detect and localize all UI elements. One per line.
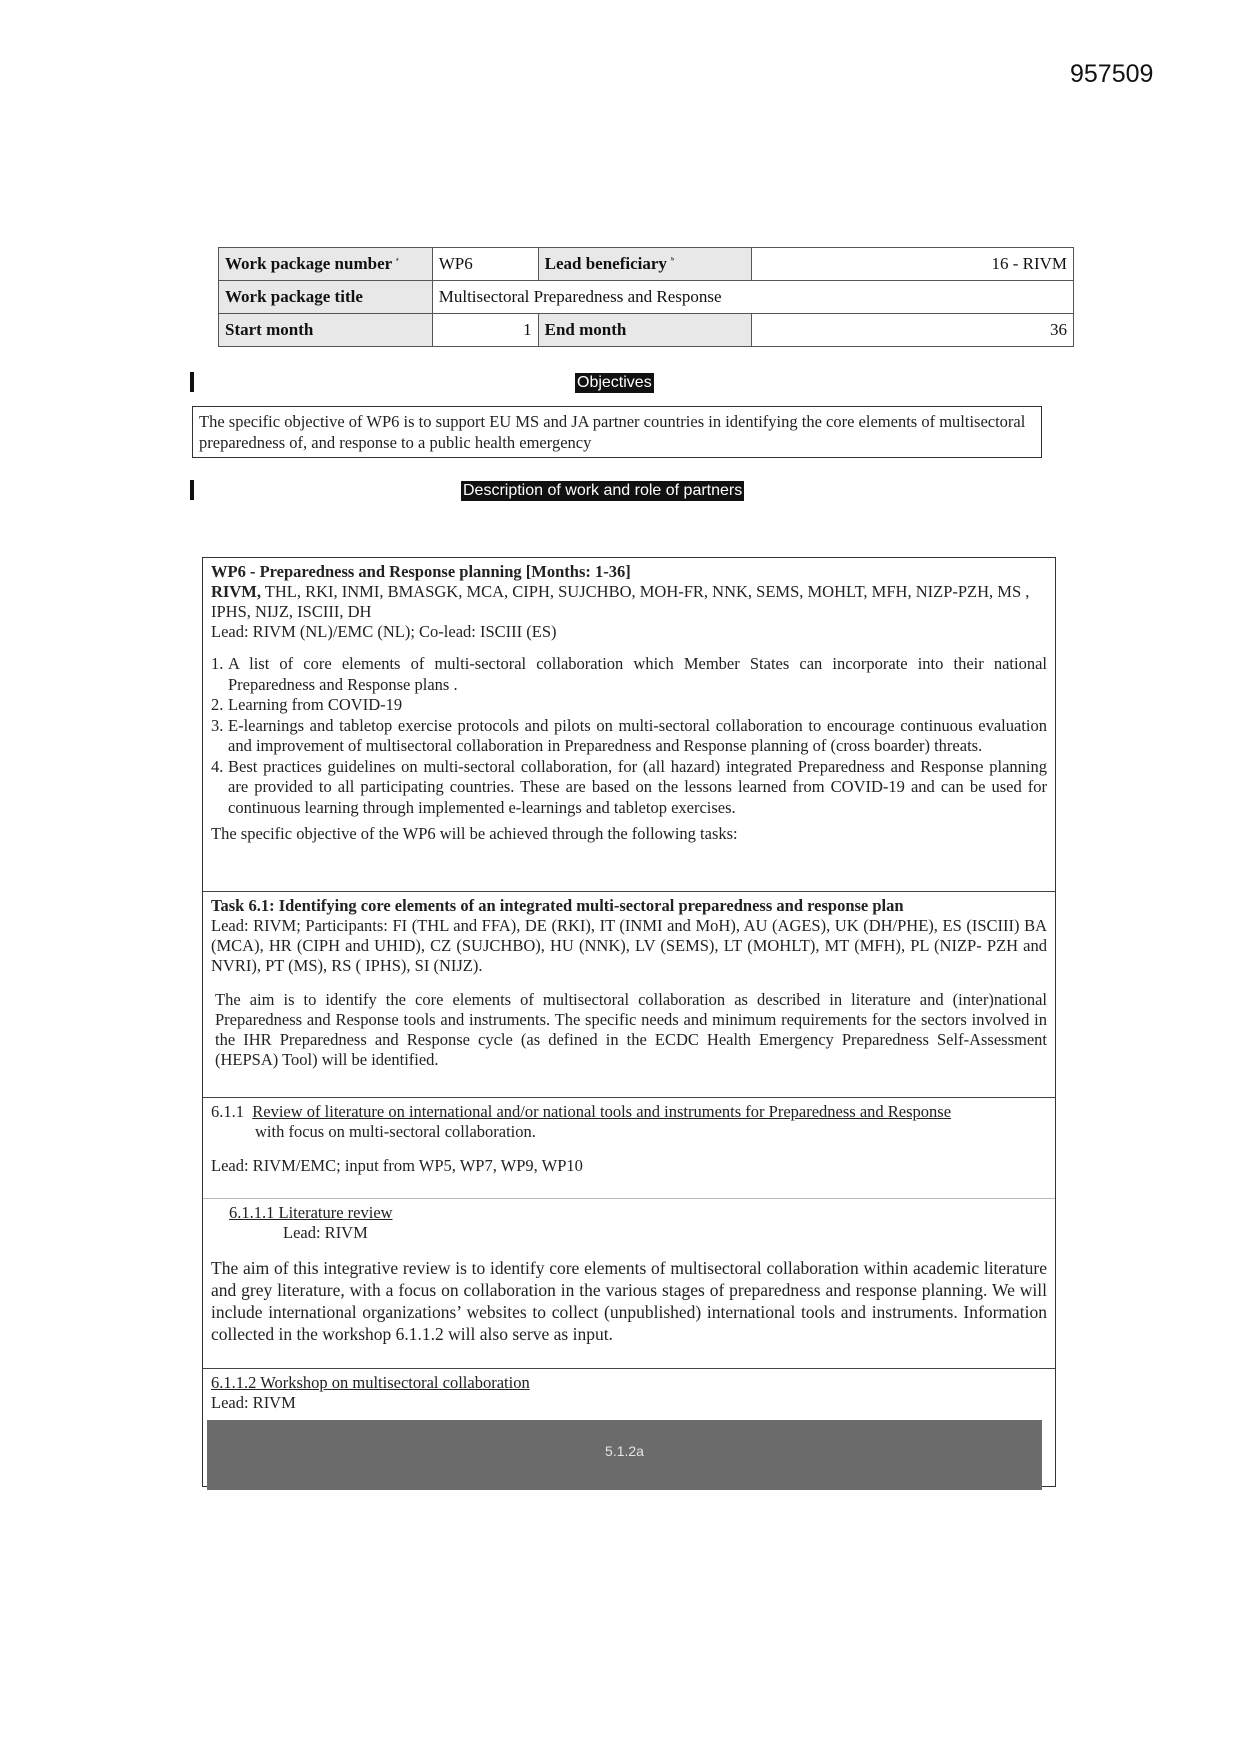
work-description-box: [202, 557, 1056, 1487]
list-item: 2. Learning from COVID-19: [211, 695, 403, 714]
table-row: [219, 281, 1074, 314]
footnote-mark: ᵃ: [396, 255, 399, 265]
wp6-tasks-intro: The specific objective of the WP6 will be achieved through the following tasks:: [211, 824, 738, 843]
lead-beneficiary-value: 16 - RIVM: [752, 248, 1074, 281]
start-month-label: Start month: [219, 314, 433, 347]
start-month-value: 1: [432, 314, 538, 347]
list-item: 3. E-learnings and tabletop exercise protocols and pilots on multi-sectoral collaboration to encourage continuous evaluation and improvement of multisectoral collaboration in Preparedness and Response planning of (cross boarder) threats.: [211, 715, 1047, 755]
wp6-partners: [211, 582, 1047, 622]
subtask-6-1-1-2-section: [203, 1369, 1055, 1419]
end-month-value: 36: [752, 314, 1074, 347]
document-id: 957509: [1070, 60, 1154, 88]
subtask-6-1-1-lead: Lead: RIVM/EMC; input from WP5, WP7, WP9, WP10: [211, 1156, 583, 1175]
subtask-6-1-1-1-title: 6.1.1.1 Literature review: [229, 1203, 393, 1222]
lead-beneficiary-label: Lead beneficiary: [544, 254, 667, 273]
objectives-heading: Objectives: [577, 374, 652, 391]
list-item: 4. Best practices guidelines on multi-sectoral collaboration, for (all hazard) integrated Preparedness and Response planning are provided to all participating countries. These are based on the lessons learned from COVID-19 and can be used for continuous learning through implemented e-learnings and tabletop exercises.: [211, 756, 1047, 817]
wp6-overview-section: [203, 558, 1055, 892]
subtask-6-1-1-1-lead: Lead: RIVM: [283, 1223, 368, 1242]
subtask-title: Review of literature on international and/or national tools and instruments for Preparedness and Response: [252, 1102, 952, 1121]
table-row: [219, 314, 1074, 347]
subtask-6-1-1-2-lead: Lead: RIVM: [211, 1393, 296, 1412]
subtask-6-1-1-1-text: The aim of this integrative review is to identify core elements of multisectoral collaboration within academic literature and grey literature, with a focus on collaboration in the various stages of preparedness and response planning. We will include international organizations’ websites to collect (unpublished) international tools and instruments. Information collected in the workshop 6.1.1.2 will also serve as input.: [211, 1258, 1047, 1344]
wp-number-label-cell: [219, 248, 433, 281]
table-row: [219, 248, 1074, 281]
task-6-1-aim: The aim is to identify the core elements of multisectoral collaboration as described in literature and (inter)national Preparedness and Response tools and instruments. The specific needs and minimum requirements for the sectors involved in the IHR Preparedness and Response cycle (as defined in the ECDC Health Emergency Preparedness Self-Assessment (HEPSA) Tool) will be identified.: [215, 990, 1047, 1069]
redaction-bar: 5.1.2a: [207, 1420, 1042, 1490]
subtask-number: 6.1.1: [211, 1102, 244, 1121]
subtask-6-1-1-heading: [211, 1102, 1047, 1122]
subtask-6-1-1-section: [203, 1098, 1055, 1199]
work-package-table: [218, 247, 1074, 347]
wp-title-label: Work package title: [219, 281, 433, 314]
change-bar-marker: [190, 372, 194, 392]
description-heading: Description of work and role of partners: [463, 482, 743, 499]
footnote-mark: ᵇ: [671, 255, 674, 265]
lead-beneficiary-label-cell: [538, 248, 752, 281]
partners-rest: THL, RKI, INMI, BMASGK, MCA, CIPH, SUJCHBO, MOH-FR, NNK, SEMS, MOHLT, MFH, NIZP-PZH, MS , IPHS, NIJZ, ISCIII, DH: [211, 582, 1030, 621]
wp6-outcomes-list: [211, 654, 1047, 818]
subtask-6-1-1-1-section: [203, 1199, 1055, 1369]
wp6-title: WP6 - Preparedness and Response planning [Months: 1-36]: [211, 562, 631, 581]
task-6-1-lead: Lead: RIVM; Participants: FI (THL and FFA), DE (RKI), IT (INMI and MoH), AU (AGES), UK (DH/PHE), ES (ISCIII) BA (MCA), HR (CIPH and UHID), CZ (SUJCHBO), HU (NNK), LV (SEMS), LT (MOHLT), MT (MFH), PL (NIZP- PZH and NVRI), PT (MS), RS ( IPHS), SI (NIJZ).: [211, 916, 1047, 975]
wp-title-value: Multisectoral Preparedness and Response: [432, 281, 1073, 314]
subtask-6-1-1-2-title: 6.1.1.2 Workshop on multisectoral collaboration: [211, 1373, 530, 1392]
partners-lead: RIVM,: [211, 582, 261, 601]
change-bar-marker: [190, 480, 194, 500]
task-6-1-section: [203, 892, 1055, 1098]
objectives-box: The specific objective of WP6 is to support EU MS and JA partner countries in identifying the core elements of multisectoral preparedness of, and response to a public health emergency: [192, 406, 1042, 458]
list-item: 1. A list of core elements of multi-sectoral collaboration which Member States can incorporate into their national Preparedness and Response plans .: [211, 654, 1047, 694]
end-month-label: End month: [538, 314, 752, 347]
wp-number-value: WP6: [432, 248, 538, 281]
subtask-title-continued: with focus on multi-sectoral collaboration.: [255, 1122, 536, 1141]
wp-number-label: Work package number: [225, 254, 392, 273]
wp6-lead: Lead: RIVM (NL)/EMC (NL); Co-lead: ISCIII (ES): [211, 622, 557, 641]
task-6-1-title: Task 6.1: Identifying core elements of an integrated multi-sectoral preparedness and response plan: [211, 896, 904, 915]
